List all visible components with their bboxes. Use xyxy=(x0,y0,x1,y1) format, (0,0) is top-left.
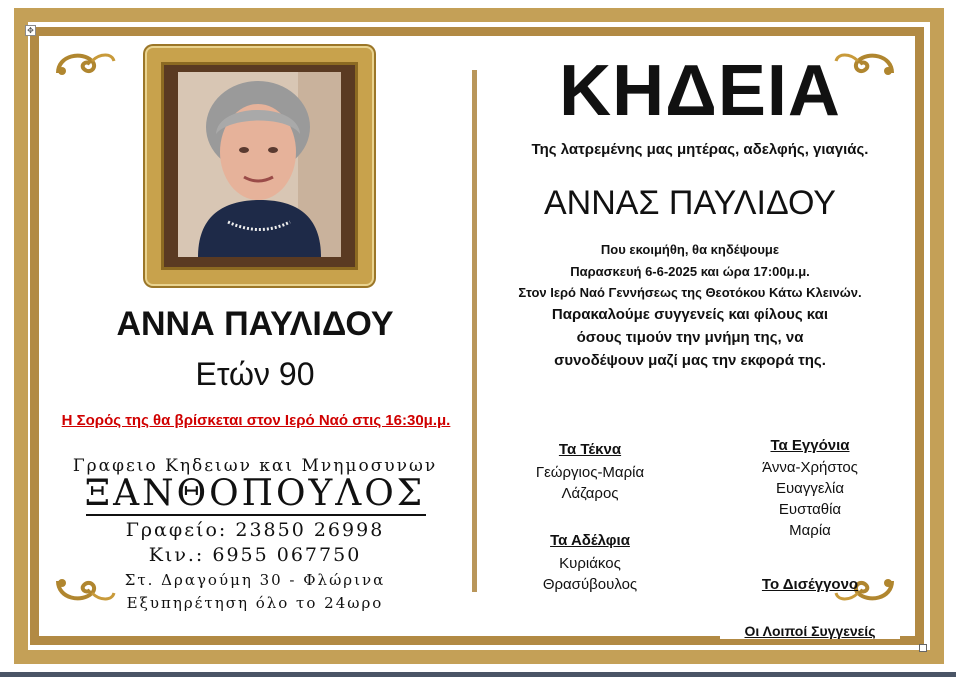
sibling-name: Κυριάκος xyxy=(559,555,621,572)
grandchildren-title: Τα Εγγόνια xyxy=(770,437,850,454)
details-line-2: Παρασκευή 6-6-2025 και ώρα 17:00μ.μ. xyxy=(570,264,810,279)
brand-underline xyxy=(86,514,426,516)
window-bottom-strip xyxy=(0,672,956,677)
invite-line-1: Παρακαλούμε συγγενείς και φίλους και xyxy=(551,306,829,323)
move-anchor-icon[interactable]: ✥ xyxy=(25,25,36,36)
funeral-office-title: Γραφειο Κηδειων και Μνημοσυνων xyxy=(72,456,438,476)
office-mobile: Κιν.: 6955 067750 xyxy=(148,544,362,566)
children-section xyxy=(500,441,680,502)
office-address: Στ. Δραγούμη 30 - Φλώρινα xyxy=(124,571,386,589)
resize-handle[interactable] xyxy=(919,644,927,652)
details-line-1: Που εκοιμήθη, θα κηδέψουμε xyxy=(600,242,780,257)
children-title: Τα Τέκνα xyxy=(558,441,622,458)
deceased-age: Ετών 90 xyxy=(195,356,315,392)
deceased-name-genitive: ΑΝΝΑΣ ΠΑΥΛΙΔΟΥ xyxy=(544,184,836,222)
siblings-section xyxy=(500,532,680,593)
relatives-title: Οι Λοιποί Συγγενείς xyxy=(720,623,900,639)
column-divider xyxy=(472,70,477,592)
deceased-name: ΑΝΝΑ ΠΑΥΛΙΔΟΥ xyxy=(116,305,394,343)
funeral-heading: ΚΗΔΕΙΑ xyxy=(559,51,841,131)
details-line-3: Στον Ιερό Ναό Γεννήσεως της Θεοτόκου Κάτω Κλεινών. xyxy=(518,285,862,300)
viewing-notice: Η Σορός της θα βρίσκεται στον Ιερό Ναό στις 16:30μ.μ. xyxy=(61,412,451,429)
grandchild-name: Ευσταθία xyxy=(778,501,842,518)
grandchildren-section xyxy=(720,437,900,539)
children-name: Λάζαρος xyxy=(561,485,619,502)
invite-line-3: συνοδέψουν μαζί μας την εκφορά της. xyxy=(554,352,826,369)
great-grandchild-title: Το Δισέγγονο xyxy=(761,576,859,593)
grandchild-name: Ευαγγελία xyxy=(775,480,845,497)
office-phone: Γραφείο: 23850 26998 xyxy=(125,519,385,541)
invite-line-2: όσους τιμούν την μνήμη της, να xyxy=(576,329,804,346)
office-service: Εξυπηρέτηση όλο το 24ωρο xyxy=(126,594,384,612)
funeral-office-brand: ΞΑΝΘΟΠΟΥΛΟΣ xyxy=(84,473,426,514)
grandchild-name: Άννα-Χρήστος xyxy=(762,459,858,476)
siblings-title: Τα Αδέλφια xyxy=(550,532,630,549)
grandchild-name: Μαρία xyxy=(789,522,831,539)
ornament-scroll-icon xyxy=(52,47,118,79)
funeral-subtitle: Της λατρεμένης μας μητέρας, αδελφής, γιαγιάς. xyxy=(531,141,869,158)
children-name: Γεώργιος-Μαρία xyxy=(535,464,645,481)
portrait-photo xyxy=(178,72,341,257)
sibling-name: Θρασύβουλος xyxy=(542,576,638,593)
